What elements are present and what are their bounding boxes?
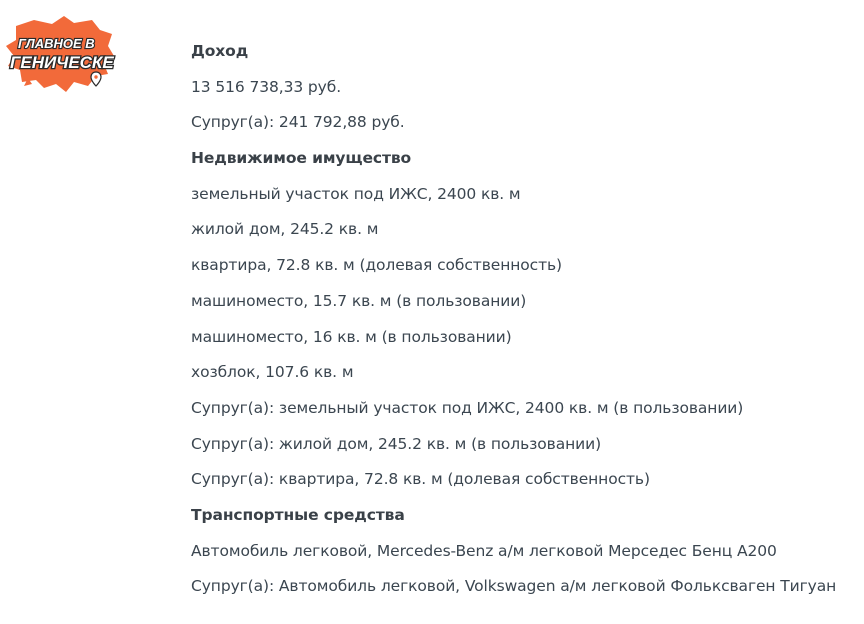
- income-value: 13 516 738,33 руб.: [191, 77, 342, 96]
- section-heading-income: Доход: [191, 42, 249, 60]
- map-pin-dot: [94, 75, 97, 78]
- section-heading-vehicles: Транспортные средства: [191, 505, 405, 524]
- logo-line-1: ГЛАВНОЕ В: [18, 36, 95, 51]
- logo-graphic: [4, 12, 116, 98]
- spouse-income-value: Супруг(а): 241 792,88 руб.: [191, 113, 405, 132]
- real-estate-item: хозблок, 107.6 кв. м: [191, 363, 354, 382]
- spouse-real-estate-item: Супруг(а): земельный участок под ИЖС, 2400 кв. м (в пользовании): [191, 398, 744, 417]
- vehicle-item: Автомобиль легковой, Mercedes-Benz а/м легковой Мерседес Бенц А200: [191, 541, 777, 560]
- spouse-real-estate-item: Супруг(а): квартира, 72.8 кв. м (долевая собственность): [191, 470, 650, 489]
- real-estate-item: машиноместо, 15.7 кв. м (в пользовании): [191, 291, 527, 310]
- site-logo[interactable]: [4, 12, 116, 98]
- real-estate-item: машиноместо, 16 кв. м (в пользовании): [191, 327, 512, 346]
- real-estate-item: земельный участок под ИЖС, 2400 кв. м: [191, 184, 521, 203]
- spouse-vehicle-item: Супруг(а): Автомобиль легковой, Volkswagen а/м легковой Фольксваген Тигуан: [191, 577, 837, 596]
- section-heading-real-estate: Недвижимое имущество: [191, 149, 412, 168]
- real-estate-item: жилой дом, 245.2 кв. м: [191, 220, 379, 239]
- spouse-real-estate-item: Супруг(а): жилой дом, 245.2 кв. м (в пользовании): [191, 434, 602, 453]
- real-estate-item: квартира, 72.8 кв. м (долевая собственность): [191, 256, 562, 275]
- declaration-content: [191, 37, 851, 608]
- map-pin-icon: [91, 72, 101, 86]
- logo-line-2: ГЕНИЧЕСКЕ: [10, 53, 114, 72]
